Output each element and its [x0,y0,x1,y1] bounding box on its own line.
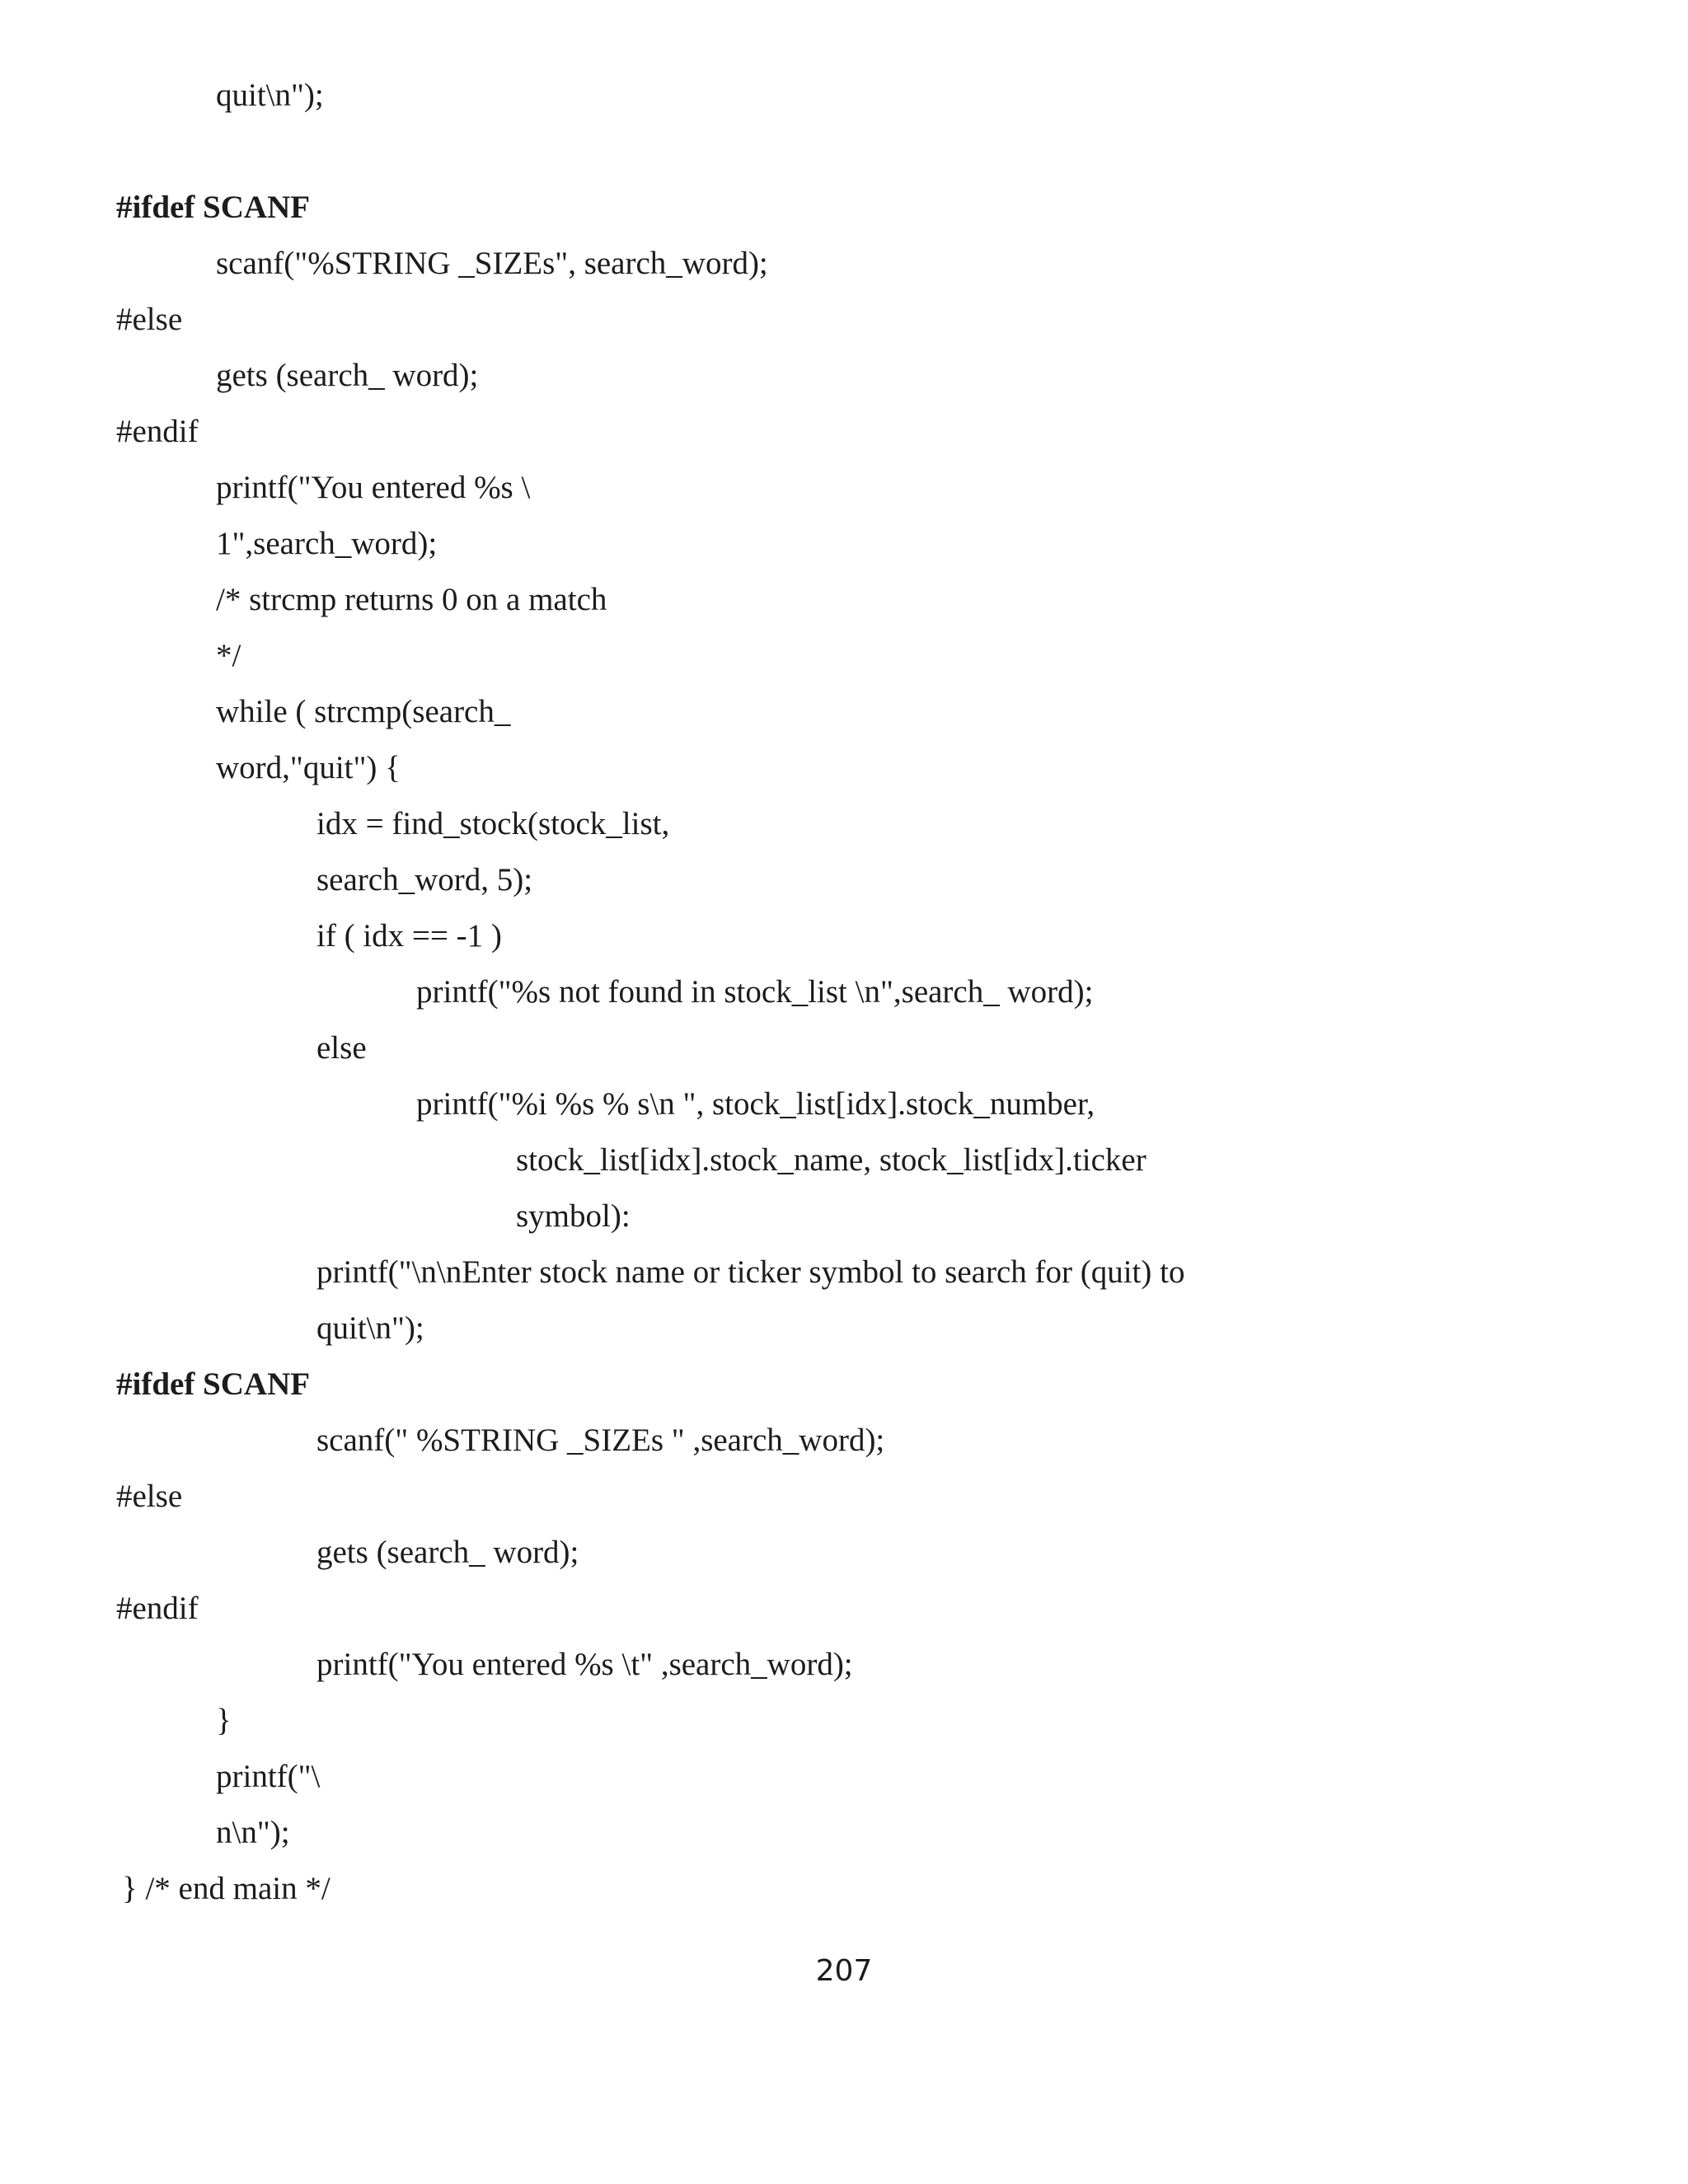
code-line-comment: */ [216,638,241,673]
code-line-preprocessor: #ifdef SCANF [116,1366,311,1402]
code-line: quit\n"); [216,77,324,113]
code-line: scanf(" %STRING _SIZEs " ,search_word); [316,1422,885,1458]
code-line-comment: } /* end main */ [122,1871,331,1906]
code-line: n\n"); [216,1815,290,1850]
code-line-preprocessor: #ifdef SCANF [116,190,311,225]
code-line: printf("\ [216,1759,321,1794]
code-line-preprocessor: #endif [116,1591,199,1626]
code-line: printf("You entered %s \ [216,470,531,505]
code-line: quit\n"); [316,1310,424,1346]
code-line-preprocessor: #else [116,1479,183,1514]
code-line: idx = find_stock(stock_list, [316,806,670,841]
code-line: symbol): [516,1198,631,1234]
code-line: search_word, 5); [316,862,533,898]
page-number: 207 [815,1954,873,1988]
code-line: if ( idx == -1 ) [316,918,502,954]
code-line: gets (search_ word); [316,1535,579,1570]
code-line: word,"quit") { [216,750,401,785]
code-line-preprocessor: #else [116,302,183,337]
code-line: printf("You entered %s \t" ,search_word); [316,1647,853,1682]
code-line-comment: /* strcmp returns 0 on a match [216,582,607,617]
code-line: } [216,1703,232,1738]
code-line-preprocessor: #endif [116,414,199,449]
code-line: while ( strcmp(search_ [216,694,511,729]
code-line: printf("\n\nEnter stock name or ticker symbol to search for (quit) to [316,1254,1185,1290]
code-line: scanf("%STRING _SIZEs", search_word); [216,246,768,281]
code-line: else [316,1030,367,1066]
code-line: printf("%i %s % s\n ", stock_list[idx].stock_number, [416,1086,1095,1122]
code-line: stock_list[idx].stock_name, stock_list[idx].ticker [516,1142,1146,1178]
code-line: gets (search_ word); [216,358,479,393]
code-line: printf("%s not found in stock_list \n",search_ word); [416,974,1094,1010]
code-line: 1",search_word); [216,526,438,561]
